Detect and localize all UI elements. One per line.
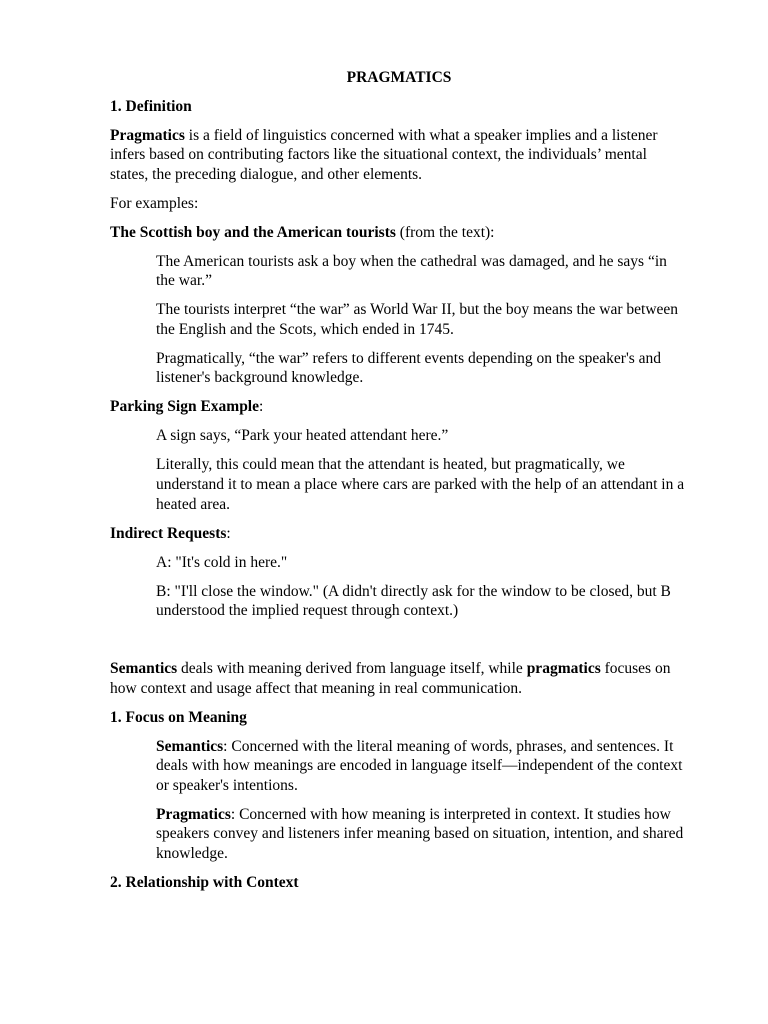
example3-heading xyxy=(110,524,688,544)
example3-heading-bold: Indirect Requests xyxy=(110,524,227,542)
example2-heading xyxy=(110,397,688,417)
semantics-text: : Concerned with the literal meaning of words, phrases, and sentences. It deals with how meanings are encoded in language itself—independent of the context or speaker's intentions. xyxy=(156,737,683,794)
section-spacer xyxy=(110,630,688,659)
definition-paragraph xyxy=(110,126,688,185)
pragmatics-definition xyxy=(156,805,688,864)
context-heading-text: 2. Relationship with Context xyxy=(110,874,299,892)
example1-heading-suffix: (from the text): xyxy=(395,223,495,241)
example1-heading xyxy=(110,223,688,243)
comparison-text-2: focuses on how context and usage affect that meaning in real communication. xyxy=(110,660,671,697)
example3-line-1: A: "It's cold in here." xyxy=(156,553,288,571)
semantics-definition xyxy=(156,737,688,796)
pragmatics-text: : Concerned with how meaning is interpreted in context. It studies how speakers convey and listeners infer meaning based on situation, intention, and shared knowledge. xyxy=(156,805,684,863)
comparison-term-pragmatics: pragmatics xyxy=(526,660,601,678)
example2-line-1: A sign says, “Park your heated attendant here.” xyxy=(156,427,449,445)
example3-line-2: B: "I'll close the window." (A didn't directly ask for the window to be closed, but B understood the implied request through context.) xyxy=(156,582,671,620)
example1-line-2: The tourists interpret “the war” as World War II, but the boy means the war between the English and the Scots, which ended in 1745. xyxy=(156,301,679,338)
comparison-text-1: deals with meaning derived from language itself, while xyxy=(177,660,527,678)
example1-line-1: The American tourists ask a boy when the cathedral was damaged, and he says “in the war.” xyxy=(156,252,667,290)
semantics-term: Semantics xyxy=(156,737,224,755)
example1-heading-bold: The Scottish boy and the American tourists xyxy=(110,223,396,241)
pragmatics-term: Pragmatics xyxy=(156,805,231,823)
section-heading-definition xyxy=(110,97,688,117)
focus-heading xyxy=(110,708,688,728)
focus-heading-text: 1. Focus on Meaning xyxy=(110,708,247,726)
example3-heading-suffix: : xyxy=(226,524,231,542)
example1-line-3: Pragmatically, “the war” refers to different events depending on the speaker's and listener's background knowledge. xyxy=(156,349,662,387)
comparison-term-semantics: Semantics xyxy=(110,660,178,678)
comparison-paragraph xyxy=(110,659,688,698)
example2-heading-bold: Parking Sign Example xyxy=(110,398,259,416)
definition-term: Pragmatics xyxy=(110,126,185,144)
definition-heading-text: 1. Definition xyxy=(110,97,192,115)
context-heading xyxy=(110,873,688,893)
page-title: PRAGMATICS xyxy=(346,69,452,86)
example2-heading-suffix: : xyxy=(259,398,264,416)
definition-text: is a field of linguistics concerned with what a speaker implies and a listener infers based on contributing factors like the situational context, the individuals’ mental states, the preceding dialogue, and other elements. xyxy=(110,126,658,183)
examples-intro: For examples: xyxy=(110,194,199,212)
example2-line-2: Literally, this could mean that the attendant is heated, but pragmatically, we understand it to mean a place where cars are parked with the help of an attendant in a heated area. xyxy=(156,456,685,513)
